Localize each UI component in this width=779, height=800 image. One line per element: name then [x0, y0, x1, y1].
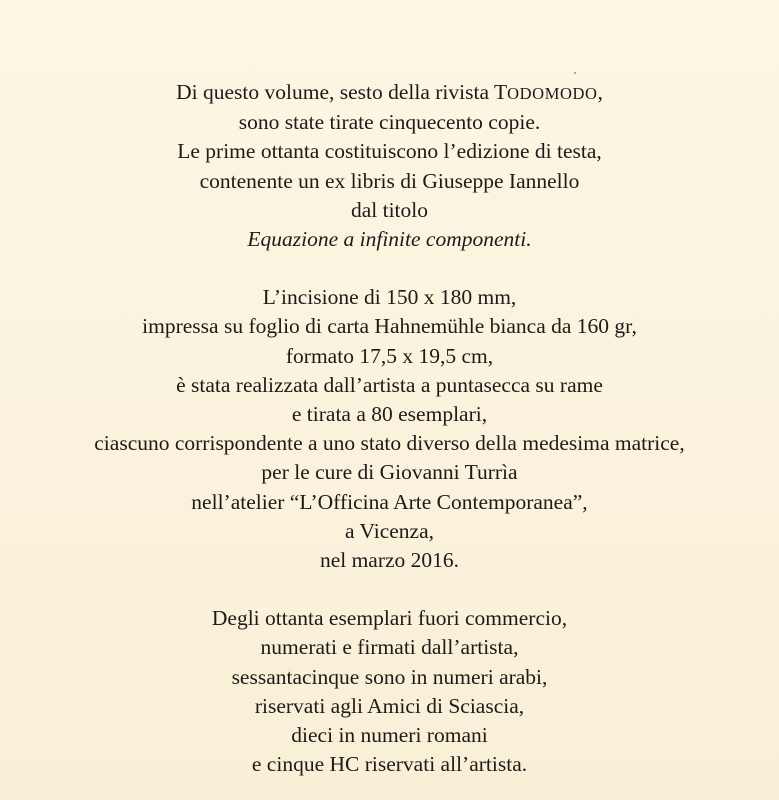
- engraving-line: per le cure di Giovanni Turrìa: [261, 460, 518, 485]
- engraving-line: L’incisione di 150 x 180 mm,: [262, 285, 517, 310]
- engraving-line: è stata realizzata dall’artista a puntasecca su rame: [176, 372, 603, 397]
- paragraph-copies: [0, 604, 779, 779]
- edition-line-1-comma: ,: [597, 80, 603, 104]
- edition-line-4: contenente un ex libris di Giuseppe Iannello: [199, 168, 580, 193]
- copies-line: numerati e firmati dall’artista,: [260, 635, 519, 660]
- engraving-line: impressa su foglio di carta Hahnemühle bianca da 160 gr,: [142, 314, 637, 339]
- magazine-name-rest: ODOMODO: [507, 84, 598, 103]
- copies-line: riservati agli Amici di Sciascia,: [254, 693, 525, 718]
- paper-speck: [574, 72, 576, 74]
- copies-line: Degli ottanta esemplari fuori commercio,: [211, 606, 568, 631]
- ex-libris-title: Equazione a infinite componenti.: [247, 227, 532, 252]
- engraving-line: formato 17,5 x 19,5 cm,: [285, 343, 494, 368]
- engraving-line: nell’atelier “L’Officina Arte Contemporanea”,: [191, 489, 588, 514]
- engraving-line: ciascuno corrispondente a uno stato diverso della medesima matrice,: [94, 431, 685, 456]
- paragraph-edition: [0, 78, 779, 254]
- edition-line-5: dal titolo: [350, 197, 429, 222]
- colophon-text: [0, 78, 779, 779]
- engraving-line: e tirata a 80 esemplari,: [291, 402, 488, 427]
- paragraph-spacer: [0, 254, 779, 283]
- copies-line: e cinque HC riservati all’artista.: [251, 752, 528, 777]
- paragraph-engraving: [0, 283, 779, 575]
- edition-line-3: Le prime ottanta costituiscono l’edizione di testa,: [177, 139, 602, 164]
- copies-line: dieci in numeri romani: [291, 723, 488, 748]
- copies-line: sessantacinque sono in numeri arabi,: [231, 664, 548, 689]
- engraving-line: nel marzo 2016.: [319, 548, 460, 573]
- edition-line-2: sono state tirate cinquecento copie.: [238, 110, 541, 135]
- edition-line-1-text: Di questo volume, sesto della rivista: [176, 80, 494, 104]
- paragraph-spacer: [0, 575, 779, 604]
- magazine-name-initial: T: [494, 80, 508, 104]
- edition-line-1: [0, 78, 779, 108]
- engraving-line: a Vicenza,: [344, 518, 435, 543]
